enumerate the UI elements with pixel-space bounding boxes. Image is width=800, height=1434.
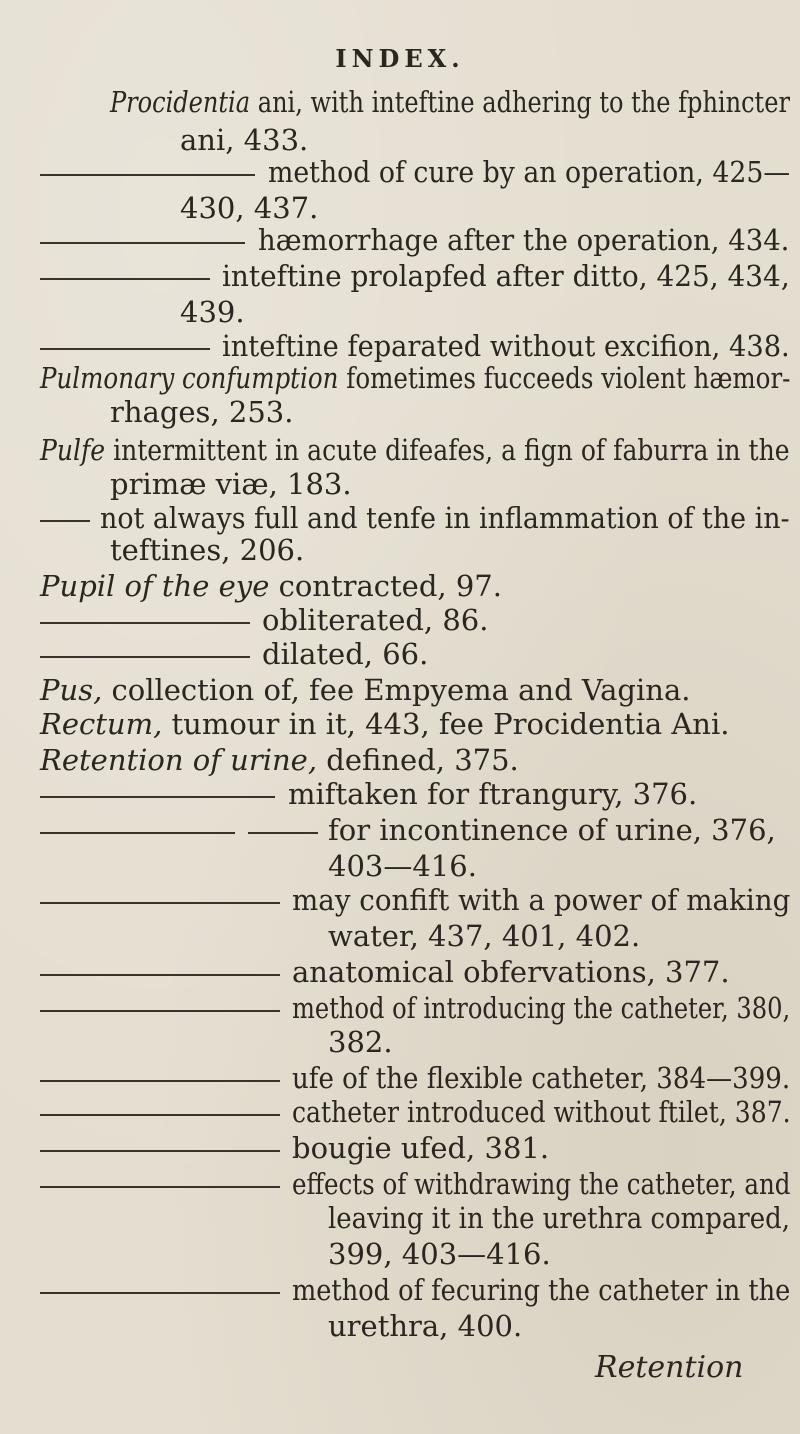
- ditto-dash: [40, 656, 250, 658]
- ditto-dash: [40, 1292, 280, 1294]
- entry-text: rhages, 253.: [110, 395, 294, 429]
- entry-text: hæmorrhage after the operation, 434.: [258, 223, 790, 257]
- ditto-dash: [40, 1150, 280, 1152]
- entry-text: 430, 437.: [180, 191, 319, 225]
- index-entry: [0, 1304, 800, 1348]
- ditto-dash: [40, 1010, 280, 1012]
- entry-text: water, 437, 401, 402.: [328, 919, 641, 953]
- entry-heading: Pulmonary: [40, 361, 175, 395]
- entry-text: primæ viæ, 183.: [110, 467, 352, 501]
- entry-heading: Procidentia: [110, 85, 251, 119]
- entry-heading: confumption: [174, 361, 339, 395]
- entry-heading: Pus,: [40, 673, 103, 707]
- entry-text: teftines, 206.: [110, 533, 305, 567]
- entry-text: method of fecuring the catheter in the: [292, 1273, 791, 1307]
- entry-text: bougie ufed, 381.: [292, 1131, 550, 1165]
- entry-text: may confift with a power of making: [292, 883, 791, 917]
- entry-text: intermittent in acute difeafes, a fign of faburra in the: [105, 433, 790, 467]
- entry-heading: Pulfe: [40, 433, 106, 467]
- ditto-dash: [40, 974, 280, 976]
- ditto-dash: [40, 278, 210, 280]
- ditto-dash: [40, 348, 210, 350]
- ditto-dash: [40, 622, 250, 624]
- entry-text: ani, with inteftine adhering to the fphincter: [250, 85, 790, 119]
- entry-text: catheter introduced without ftilet, 387.: [292, 1095, 791, 1129]
- entry-text: not always full and tenfe in inflammation of the in-: [100, 501, 790, 535]
- entry-text: method of introducing the catheter, 380,: [292, 991, 791, 1025]
- entry-text: tumour in it, 443, fee Procidentia Ani.: [162, 707, 730, 741]
- ditto-dash: [40, 174, 255, 176]
- ditto-dash: [40, 242, 245, 244]
- catchword: Retention: [595, 1350, 744, 1385]
- entry-text: ufe of the flexible catheter, 384—399.: [292, 1061, 791, 1095]
- entry-text: 439.: [180, 295, 245, 329]
- entry-text: fometimes fucceeds violent hæmor-: [338, 361, 791, 395]
- ditto-dash: [40, 520, 90, 522]
- entry-text: method of cure by an operation, 425—: [268, 155, 791, 189]
- entry-text: inteftine feparated without excifion, 438.: [222, 329, 790, 363]
- entry-text: collection of, fee Empyema and Vagina.: [102, 673, 691, 707]
- entry-heading: Pupil of the eye: [40, 569, 270, 603]
- entry-text: miftaken for ftrangury, 376.: [288, 777, 698, 811]
- ditto-dash: [40, 902, 280, 904]
- ditto-dash: [248, 832, 318, 834]
- entry-text: anatomical obfervations, 377.: [292, 955, 730, 989]
- ditto-dash: [40, 832, 235, 834]
- entry-text: dilated, 66.: [262, 637, 429, 671]
- ditto-dash: [40, 1114, 280, 1116]
- ditto-dash: [40, 1080, 280, 1082]
- entry-text: 399, 403—416.: [328, 1237, 551, 1271]
- entry-text: defined, 375.: [317, 743, 519, 777]
- ditto-dash: [40, 1186, 280, 1188]
- entry-heading: Retention of urine,: [40, 743, 318, 777]
- entry-text: contracted, 97.: [269, 569, 502, 603]
- entry-text: 382.: [328, 1025, 393, 1059]
- entry-text: urethra, 400.: [328, 1309, 523, 1343]
- entry-text: ani, 433.: [180, 123, 309, 157]
- entry-text: obliterated, 86.: [262, 603, 489, 637]
- entry-text: effects of withdrawing the catheter, and: [292, 1167, 791, 1201]
- entry-heading: Rectum,: [40, 707, 163, 741]
- entry-text: leaving it in the urethra compared,: [328, 1201, 790, 1235]
- entry-text: for incontinence of urine, 376,: [328, 813, 776, 847]
- entry-text: inteftine prolapfed after ditto, 425, 434,: [222, 259, 790, 293]
- entry-text: 403—416.: [328, 849, 477, 883]
- ditto-dash: [40, 796, 275, 798]
- page-header: INDEX.: [335, 44, 465, 73]
